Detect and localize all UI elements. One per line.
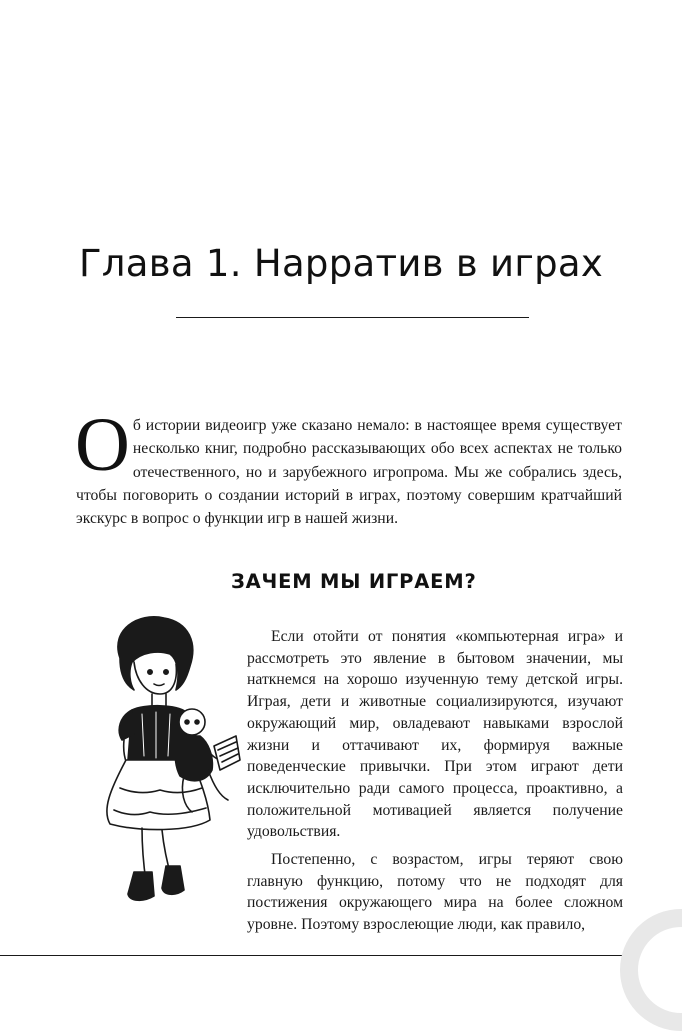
intro-paragraph (75, 403, 622, 530)
section-body (247, 626, 623, 936)
body-paragraph: Постепенно, с возрастом, игры теряют свою главную функцию, потому что не подходят для постижения окружающего мира на более сложном уровне. Поэтому взрослеющие люди, как правило, (247, 851, 623, 934)
title-divider (176, 317, 529, 318)
chapter-title: Глава 1. Нарратив в играх (78, 242, 604, 285)
footer-rule (0, 955, 622, 956)
girl-with-doll-illustration (80, 610, 250, 910)
section-heading: ЗАЧЕМ МЫ ИГРАЕМ? (231, 570, 477, 593)
body-paragraph: Если отойти от понятия «компьютерная игра» и рассмотреть это явление в бытовом значении, мы наткнемся на хорошо изученную тему детской игры. Играя, дети и животные социализируются, изучают окружающий мир, овладевают навыками взрослой жизни и оттачивают их, формируя важные поведенческие привычки. При этом играют дети исключительно ради самого процесса, проактивно, а положительной мотивацией является получение удовольствия. (247, 628, 623, 841)
drop-cap: О (75, 403, 130, 487)
intro-text: б истории видеоигр уже сказано немало: в настоящее время существует несколько книг, подробно рассказывающих обо всех аспектах не только отечественного, но и зарубежного игропрома. Мы же собрались здесь, чтобы поговорить о создании историй в играх, поэтому совершим кратчайший экскурс в вопрос о функции игр в нашей жизни. (76, 417, 622, 528)
chapter-tab-marker (616, 905, 682, 1035)
